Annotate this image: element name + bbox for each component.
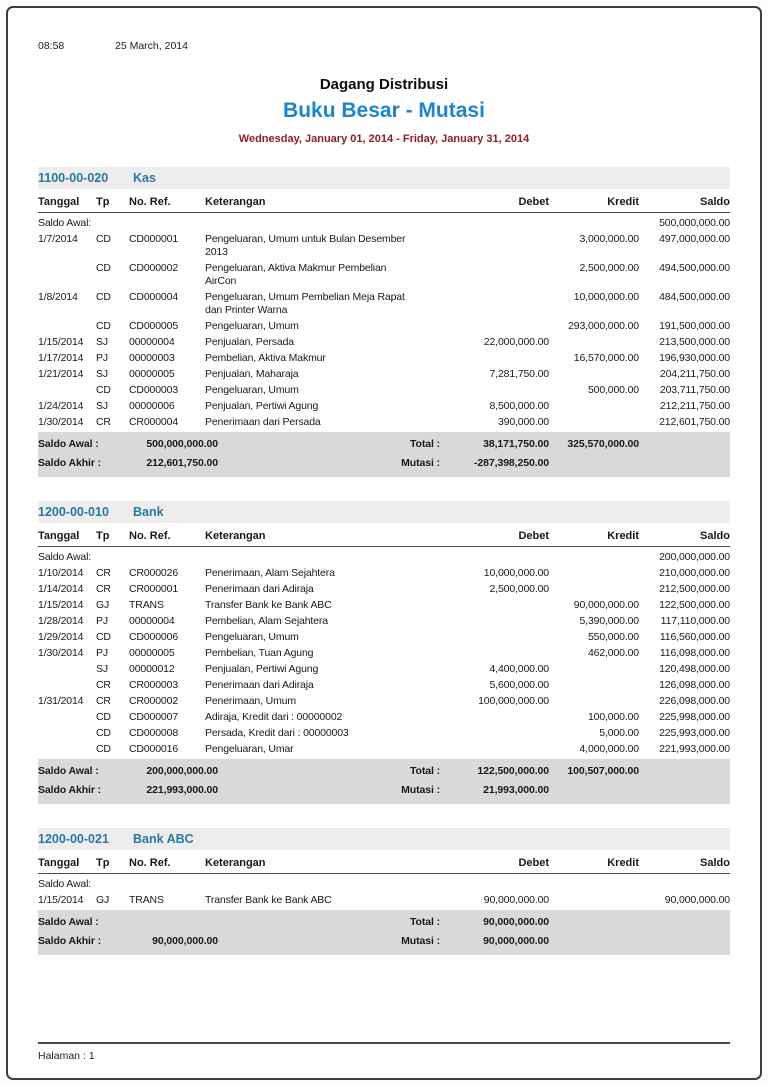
saldo-awal-value: 500,000,000.00 (146, 438, 218, 450)
 (417, 878, 549, 891)
cell-kredit (549, 695, 639, 708)
column-header-keterangan: Keterangan (205, 530, 266, 542)
saldo-awal-value: 200,000,000.00 (146, 765, 218, 777)
column-header-tp: Tp (96, 857, 110, 869)
column-header-kredit: Kredit (607, 196, 639, 208)
print-date: 25 March, 2014 (115, 40, 188, 52)
cell-tanggal: 1/10/2014 (38, 566, 84, 579)
cell-keterangan: Penerimaan dari Persada (205, 415, 321, 428)
cell-no-ref: 00000006 (129, 399, 175, 412)
cell-tp: CR (96, 415, 111, 428)
transaction-row (38, 597, 730, 613)
cell-tanggal (38, 743, 96, 756)
transaction-row (38, 398, 730, 414)
cell-keterangan: Pengeluaran, Umar (205, 742, 294, 755)
summary-row-closing-mutation (38, 781, 730, 800)
saldo-akhir-value: 90,000,000.00 (152, 935, 218, 947)
cell-debet: 7,281,750.00 (489, 367, 549, 380)
saldo-akhir-value: 221,993,000.00 (146, 784, 218, 796)
cell-tanggal (38, 711, 96, 724)
cell-keterangan: Penerimaan dari Adiraja (205, 678, 314, 691)
cell-saldo: 226,098,000.00 (659, 694, 730, 707)
cell-saldo: 122,500,000.00 (659, 598, 730, 611)
mutasi-value: -287,398,250.00 (474, 457, 549, 469)
cell-keterangan: Transfer Bank ke Bank ABC (205, 893, 332, 906)
section-summary (38, 910, 730, 955)
column-header-kredit: Kredit (607, 530, 639, 542)
ledger-section (38, 828, 730, 955)
report-title: Buku Besar - Mutasi (283, 99, 485, 122)
saldo-awal-value (133, 916, 218, 929)
cell-keterangan: Adiraja, Kredit dari : 00000002 (205, 710, 343, 723)
transaction-row (38, 693, 730, 709)
mutasi-value: 90,000,000.00 (483, 935, 549, 947)
cell-saldo: 225,998,000.00 (659, 710, 730, 723)
cell-saldo: 90,000,000.00 (664, 893, 730, 906)
cell-saldo: 117,110,000.00 (660, 614, 730, 627)
 (549, 784, 639, 797)
cell-kredit (549, 368, 639, 381)
cell-kredit: 90,000,000.00 (573, 598, 639, 611)
cell-no-ref: 00000004 (129, 614, 175, 627)
column-header-keterangan: Keterangan (205, 857, 266, 869)
account-number: 1200-00-021 (38, 832, 109, 846)
cell-tp: PJ (96, 614, 108, 627)
report-meta (38, 40, 730, 52)
cell-kredit: 100,000.00 (587, 710, 639, 723)
cell-keterangan: Transfer Bank ke Bank ABC (205, 598, 332, 611)
mutasi-label: Mutasi : (401, 457, 440, 469)
cell-kredit (549, 400, 639, 413)
cell-tanggal (38, 262, 96, 288)
cell-keterangan: Pengeluaran, Umum untuk Bulan Desember 2013 (205, 232, 406, 258)
cell-tanggal: 1/7/2014 (38, 232, 78, 245)
cell-saldo: 120,498,000.00 (659, 662, 730, 675)
opening-balance-row (38, 215, 730, 231)
cell-tanggal: 1/31/2014 (38, 694, 84, 707)
table-header-row (38, 850, 730, 874)
sections-container (38, 167, 730, 955)
opening-balance-row (38, 549, 730, 565)
cell-kredit: 16,570,000.00 (573, 351, 639, 364)
cell-tp: SJ (96, 367, 108, 380)
cell-saldo: 484,500,000.00 (659, 290, 730, 303)
 (639, 935, 730, 948)
column-header-tp: Tp (96, 530, 110, 542)
cell-keterangan: Persada, Kredit dari : 00000003 (205, 726, 349, 739)
cell-saldo: 213,500,000.00 (659, 335, 730, 348)
transaction-row (38, 661, 730, 677)
transaction-row (38, 334, 730, 350)
 (417, 551, 549, 564)
ledger-section (38, 501, 730, 804)
 (639, 457, 730, 470)
cell-debet (417, 615, 549, 628)
 (549, 217, 639, 230)
 (218, 438, 369, 451)
cell-no-ref: CR000003 (129, 678, 179, 691)
cell-debet (417, 631, 549, 644)
cell-tp: SJ (96, 399, 108, 412)
cell-keterangan: Penjualan, Pertiwi Agung (205, 399, 319, 412)
section-summary (38, 432, 730, 477)
cell-debet (417, 233, 549, 259)
cell-tp: CD (96, 319, 111, 332)
transaction-row (38, 318, 730, 334)
mutasi-label: Mutasi : (401, 935, 440, 947)
saldo-akhir-label: Saldo Akhir : (38, 457, 102, 469)
summary-row-opening-total (38, 913, 730, 932)
total-debet-value: 90,000,000.00 (483, 916, 549, 928)
 (218, 784, 369, 797)
cell-kredit (549, 894, 639, 907)
cell-no-ref: TRANS (129, 598, 164, 611)
transaction-row (38, 613, 730, 629)
cell-keterangan: Pembelian, Aktiva Makmur (205, 351, 326, 364)
table-header-row (38, 523, 730, 547)
account-name: Kas (133, 171, 156, 185)
cell-kredit: 3,000,000.00 (579, 232, 639, 245)
account-band (38, 501, 730, 523)
transaction-row (38, 892, 730, 908)
cell-debet (417, 352, 549, 365)
total-kredit-value: 100,507,000.00 (567, 765, 639, 777)
cell-no-ref: 00000005 (129, 367, 175, 380)
summary-row-opening-total (38, 762, 730, 781)
opening-balance-value (639, 878, 730, 891)
 (549, 935, 639, 948)
account-band (38, 167, 730, 189)
cell-debet (417, 599, 549, 612)
 (218, 935, 369, 948)
cell-no-ref: CD000016 (129, 742, 179, 755)
cell-no-ref: 00000012 (129, 662, 175, 675)
column-header-debet: Debet (518, 857, 549, 869)
cell-no-ref: CR000004 (129, 415, 179, 428)
cell-saldo: 204,211,750.00 (659, 367, 730, 380)
cell-no-ref: CD000004 (129, 290, 179, 303)
cell-no-ref: CR000026 (129, 566, 179, 579)
cell-tp: CD (96, 383, 111, 396)
cell-keterangan: Pengeluaran, Aktiva Makmur Pembelian AirCon (205, 261, 387, 287)
page-footer (38, 1042, 730, 1062)
opening-balance-value: 500,000,000.00 (659, 216, 730, 229)
 (549, 551, 639, 564)
cell-no-ref: CR000002 (129, 694, 179, 707)
saldo-akhir-value: 212,601,750.00 (146, 457, 218, 469)
table-header-row (38, 189, 730, 213)
opening-balance-row (38, 876, 730, 892)
transaction-row (38, 725, 730, 741)
cell-tanggal (38, 679, 96, 692)
ledger-section (38, 167, 730, 477)
account-number: 1200-00-010 (38, 505, 109, 519)
cell-tp: CD (96, 742, 111, 755)
transaction-row (38, 645, 730, 661)
cell-kredit (549, 567, 639, 580)
cell-tp: CD (96, 630, 111, 643)
cell-no-ref: TRANS (129, 893, 164, 906)
cell-keterangan: Pembelian, Alam Sejahtera (205, 614, 328, 627)
column-header-keterangan: Keterangan (205, 196, 266, 208)
total-kredit-value: 325,570,000.00 (567, 438, 639, 450)
cell-tp: CR (96, 694, 111, 707)
cell-debet: 100,000,000.00 (478, 694, 549, 707)
cell-saldo: 126,098,000.00 (659, 678, 730, 691)
cell-kredit: 5,390,000.00 (579, 614, 639, 627)
cell-debet: 90,000,000.00 (483, 893, 549, 906)
transaction-row (38, 350, 730, 366)
cell-debet (417, 711, 549, 724)
cell-tanggal: 1/30/2014 (38, 415, 84, 428)
cell-debet: 22,000,000.00 (483, 335, 549, 348)
cell-kredit (549, 679, 639, 692)
transaction-row (38, 565, 730, 581)
cell-no-ref: CD000008 (129, 726, 179, 739)
cell-tanggal: 1/15/2014 (38, 335, 84, 348)
column-header-tanggal: Tanggal (38, 857, 80, 869)
opening-balance-label: Saldo Awal: (38, 877, 92, 890)
cell-no-ref: CD000001 (129, 232, 179, 245)
account-name: Bank ABC (133, 832, 194, 846)
summary-row-opening-total (38, 435, 730, 454)
column-header-kredit: Kredit (607, 857, 639, 869)
transaction-row (38, 260, 730, 289)
cell-debet: 390,000.00 (497, 415, 549, 428)
total-label: Total : (409, 438, 440, 450)
 (549, 457, 639, 470)
report-period: Wednesday, January 01, 2014 - Friday, January 31, 2014 (238, 133, 530, 145)
cell-saldo: 196,930,000.00 (659, 351, 730, 364)
cell-keterangan: Penjualan, Maharaja (205, 367, 299, 380)
total-label: Total : (409, 916, 440, 928)
saldo-awal-label: Saldo Awal : (38, 438, 99, 450)
 (218, 765, 369, 778)
cell-keterangan: Pengeluaran, Umum (205, 383, 299, 396)
saldo-akhir-label: Saldo Akhir : (38, 784, 102, 796)
cell-tp: SJ (96, 335, 108, 348)
cell-tanggal: 1/14/2014 (38, 582, 84, 595)
total-kredit-value (549, 916, 639, 929)
column-header-no-ref: No. Ref. (129, 530, 171, 542)
cell-debet (417, 384, 549, 397)
account-name: Bank (133, 505, 164, 519)
cell-no-ref: CD000007 (129, 710, 179, 723)
cell-debet (417, 320, 549, 333)
cell-tanggal: 1/28/2014 (38, 614, 84, 627)
column-header-tanggal: Tanggal (38, 530, 80, 542)
transaction-row (38, 382, 730, 398)
cell-debet: 10,000,000.00 (483, 566, 549, 579)
cell-debet (417, 647, 549, 660)
cell-tanggal (38, 663, 96, 676)
cell-no-ref: 00000004 (129, 335, 175, 348)
cell-keterangan: Penjualan, Pertiwi Agung (205, 662, 319, 675)
cell-keterangan: Penerimaan dari Adiraja (205, 582, 314, 595)
cell-tanggal: 1/17/2014 (38, 351, 84, 364)
cell-no-ref: 00000005 (129, 646, 175, 659)
cell-tp: GJ (96, 893, 110, 906)
saldo-awal-label: Saldo Awal : (38, 916, 99, 928)
print-time: 08:58 (38, 40, 65, 52)
column-header-debet: Debet (518, 196, 549, 208)
mutasi-value: 21,993,000.00 (483, 784, 549, 796)
cell-debet: 4,400,000.00 (489, 662, 549, 675)
transaction-row (38, 709, 730, 725)
cell-tanggal (38, 320, 96, 333)
cell-keterangan: Pengeluaran, Umum (205, 319, 299, 332)
cell-tanggal (38, 384, 96, 397)
cell-keterangan: Penerimaan, Alam Sejahtera (205, 566, 335, 579)
cell-saldo: 212,500,000.00 (659, 582, 730, 595)
cell-tanggal: 1/21/2014 (38, 367, 84, 380)
cell-keterangan: Pengeluaran, Umum Pembelian Meja Rapat dan Printer Warna (205, 290, 405, 316)
cell-kredit (549, 416, 639, 429)
cell-tp: GJ (96, 598, 110, 611)
summary-row-closing-mutation (38, 932, 730, 951)
cell-saldo: 225,993,000.00 (659, 726, 730, 739)
cell-saldo: 116,560,000.00 (659, 630, 730, 643)
cell-debet (417, 262, 549, 288)
opening-balance-label: Saldo Awal: (38, 216, 92, 229)
cell-debet (417, 291, 549, 317)
cell-kredit: 5,000.00 (599, 726, 639, 739)
transaction-row (38, 629, 730, 645)
cell-debet (417, 743, 549, 756)
column-header-tanggal: Tanggal (38, 196, 80, 208)
column-header-tp: Tp (96, 196, 110, 208)
 (218, 457, 369, 470)
 (549, 878, 639, 891)
cell-kredit: 293,000,000.00 (568, 319, 639, 332)
cell-tanggal: 1/15/2014 (38, 893, 84, 906)
cell-kredit: 4,000,000.00 (579, 742, 639, 755)
column-header-saldo: Saldo (700, 530, 730, 542)
transaction-row (38, 414, 730, 430)
 (218, 916, 369, 929)
cell-no-ref: CR000001 (129, 582, 179, 595)
cell-saldo: 212,211,750.00 (659, 399, 730, 412)
cell-tp: CD (96, 290, 111, 303)
total-debet-value: 122,500,000.00 (477, 765, 549, 777)
cell-tp: CR (96, 566, 111, 579)
mutasi-label: Mutasi : (401, 784, 440, 796)
cell-tp: CR (96, 678, 111, 691)
cell-saldo: 494,500,000.00 (659, 261, 730, 274)
cell-keterangan: Penjualan, Persada (205, 335, 294, 348)
cell-debet: 8,500,000.00 (489, 399, 549, 412)
summary-row-closing-mutation (38, 454, 730, 473)
cell-kredit: 462,000.00 (587, 646, 639, 659)
section-summary (38, 759, 730, 804)
cell-kredit (549, 583, 639, 596)
saldo-akhir-label: Saldo Akhir : (38, 935, 102, 947)
cell-debet (417, 727, 549, 740)
cell-keterangan: Pembelian, Tuan Agung (205, 646, 314, 659)
page-number: Halaman : 1 (38, 1050, 95, 1062)
cell-saldo: 191,500,000.00 (659, 319, 730, 332)
cell-saldo: 497,000,000.00 (659, 232, 730, 245)
column-header-debet: Debet (518, 530, 549, 542)
account-number: 1100-00-020 (38, 171, 109, 185)
cell-kredit: 10,000,000.00 (573, 290, 639, 303)
 (639, 916, 730, 929)
transaction-row (38, 741, 730, 757)
cell-tp: CD (96, 261, 111, 274)
cell-no-ref: CD000002 (129, 261, 179, 274)
cell-tanggal (38, 727, 96, 740)
cell-kredit (549, 663, 639, 676)
cell-no-ref: 00000003 (129, 351, 175, 364)
cell-debet: 5,600,000.00 (489, 678, 549, 691)
column-header-no-ref: No. Ref. (129, 857, 171, 869)
cell-tanggal: 1/30/2014 (38, 646, 84, 659)
cell-tp: SJ (96, 662, 108, 675)
opening-balance-label: Saldo Awal: (38, 550, 92, 563)
report-page (6, 6, 762, 1080)
cell-keterangan: Pengeluaran, Umum (205, 630, 299, 643)
cell-tp: CD (96, 726, 111, 739)
transaction-row (38, 289, 730, 318)
cell-tanggal: 1/24/2014 (38, 399, 84, 412)
transaction-row (38, 231, 730, 260)
cell-saldo: 212,601,750.00 (659, 415, 730, 428)
cell-saldo: 203,711,750.00 (659, 383, 730, 396)
column-header-saldo: Saldo (700, 196, 730, 208)
column-header-no-ref: No. Ref. (129, 196, 171, 208)
cell-tanggal: 1/8/2014 (38, 290, 78, 303)
cell-no-ref: CD000005 (129, 319, 179, 332)
cell-saldo: 116,098,000.00 (659, 646, 730, 659)
 (417, 217, 549, 230)
saldo-awal-label: Saldo Awal : (38, 765, 99, 777)
cell-tp: CD (96, 710, 111, 723)
 (639, 438, 730, 451)
total-debet-value: 38,171,750.00 (483, 438, 549, 450)
cell-tp: PJ (96, 646, 108, 659)
transaction-row (38, 581, 730, 597)
 (639, 784, 730, 797)
cell-kredit: 2,500,000.00 (579, 261, 639, 274)
cell-tp: CD (96, 232, 111, 245)
cell-no-ref: CD000006 (129, 630, 179, 643)
total-label: Total : (409, 765, 440, 777)
account-band (38, 828, 730, 850)
cell-tanggal: 1/15/2014 (38, 598, 84, 611)
cell-tp: PJ (96, 351, 108, 364)
cell-saldo: 210,000,000.00 (659, 566, 730, 579)
cell-saldo: 221,993,000.00 (659, 742, 730, 755)
transaction-row (38, 677, 730, 693)
cell-kredit: 550,000.00 (587, 630, 639, 643)
column-header-saldo: Saldo (700, 857, 730, 869)
cell-no-ref: CD000003 (129, 383, 179, 396)
cell-kredit (549, 336, 639, 349)
cell-debet: 2,500,000.00 (489, 582, 549, 595)
cell-tanggal: 1/29/2014 (38, 630, 84, 643)
transaction-row (38, 366, 730, 382)
cell-keterangan: Penerimaan, Umum (205, 694, 296, 707)
company-name: Dagang Distribusi (319, 76, 449, 93)
cell-tp: CR (96, 582, 111, 595)
 (639, 765, 730, 778)
opening-balance-value: 200,000,000.00 (659, 550, 730, 563)
cell-kredit: 500,000.00 (587, 383, 639, 396)
